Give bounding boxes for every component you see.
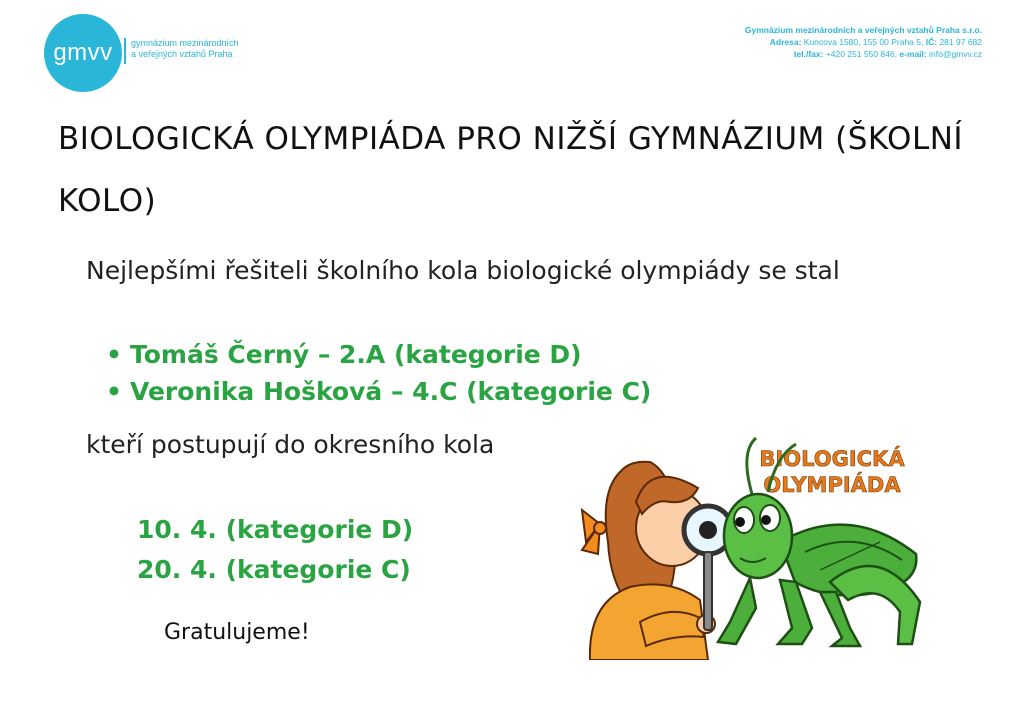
congrats-text: Gratulujeme! bbox=[164, 620, 310, 645]
date-item: 20. 4. (kategorie C) bbox=[137, 555, 411, 584]
contact-address: Adresa: Kuncova 1580, 155 00 Praha 5, IČ: 281 97 682 bbox=[769, 37, 982, 47]
intro-text: Nejlepšími řešiteli školního kola biologické olympiády se stal bbox=[86, 256, 840, 285]
olympiad-illustration bbox=[580, 432, 940, 660]
school-logo bbox=[44, 14, 122, 92]
date-item: 10. 4. (kategorie D) bbox=[137, 515, 414, 544]
logo-subline-2: a veřejných vztahů Praha bbox=[131, 49, 233, 59]
contact-org-name: Gymnázium mezinárodních a veřejných vztahů Praha s.r.o. bbox=[744, 25, 982, 35]
contact-phone-email: tel./fax: +420 251 550 846, e-mail: info@gmvv.cz bbox=[793, 49, 982, 59]
illustration-title-line-2: OLYMPIÁDA bbox=[763, 473, 901, 497]
logo-subtitle bbox=[131, 38, 239, 60]
girl-figure bbox=[582, 462, 715, 660]
advance-text: kteří postupují do okresního kola bbox=[86, 430, 495, 459]
logo-text: gmvv bbox=[53, 39, 113, 66]
page-title: BIOLOGICKÁ OLYMPIÁDA PRO NIŽŠÍ GYMNÁZIUM (ŠKOLNÍ KOLO) bbox=[58, 121, 964, 219]
illustration-title-line-1: BIOLOGICKÁ bbox=[759, 447, 905, 471]
list-item: • Veronika Hošková – 4.C (kategorie C) bbox=[106, 373, 651, 410]
logo-subline-1: gymnázium mezinárodních bbox=[131, 38, 239, 48]
winners-list bbox=[106, 336, 651, 410]
contact-block bbox=[745, 24, 982, 60]
list-item: • Tomáš Černý – 2.A (kategorie D) bbox=[106, 336, 651, 373]
dates-block bbox=[137, 510, 413, 590]
logo-divider bbox=[124, 38, 126, 64]
